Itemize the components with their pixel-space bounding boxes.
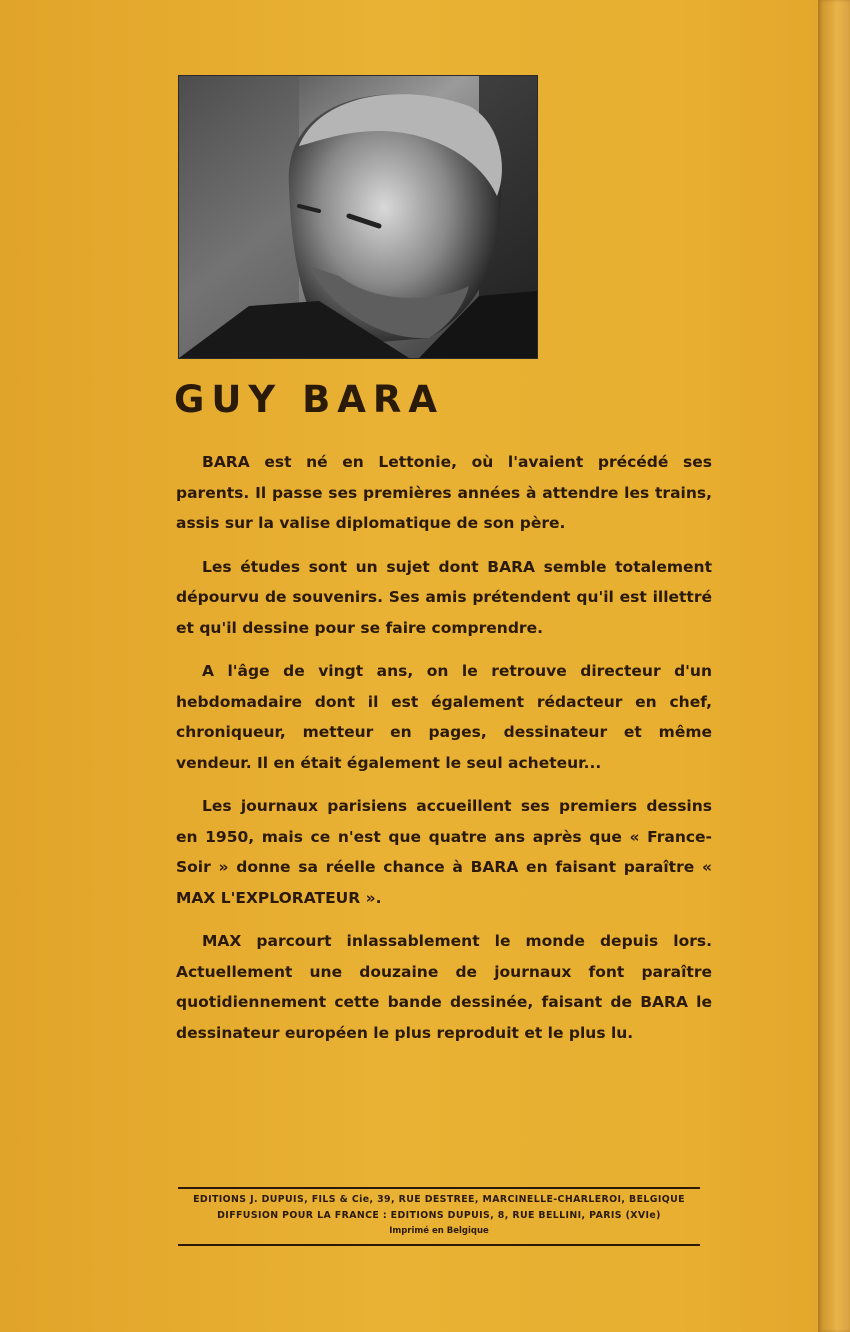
publisher-address: EDITIONS J. DUPUIS, FILS & Cie, 39, RUE DESTREE, MARCINELLE-CHARLEROI, BELGIQUE bbox=[193, 1194, 685, 1205]
bio-paragraph: MAX parcourt inlassablement le monde depuis lors. Actuellement une douzaine de journaux font paraître quotidiennement cette bande dessinée, faisant de BARA le dessinateur européen le plus reproduit et le plus lu. bbox=[176, 932, 712, 1042]
printed-in: Imprimé en Belgique bbox=[389, 1226, 489, 1236]
imprint-bottom-rule bbox=[178, 1244, 700, 1246]
author-portrait-image bbox=[179, 76, 537, 358]
author-biography bbox=[176, 447, 712, 1061]
imprint-top-rule bbox=[178, 1187, 700, 1189]
author-name: GUY BARA bbox=[174, 378, 445, 421]
bio-paragraph: BARA est né en Lettonie, où l'avaient précédé ses parents. Il passe ses premières années à attendre les trains, assis sur la valise diplomatique de son père. bbox=[176, 453, 712, 532]
author-photo bbox=[178, 75, 538, 359]
bio-paragraph: Les études sont un sujet dont BARA semble totalement dépourvu de souvenirs. Ses amis prétendent qu'il est illettré et qu'il dessine pour se faire comprendre. bbox=[176, 557, 712, 637]
bio-paragraph: Les journaux parisiens accueillent ses premiers dessins en 1950, mais ce n'est que quatre ans après que « France-Soir » donne sa réelle chance à BARA en faisant paraître « MAX L'EXPLORATEUR ». bbox=[176, 797, 712, 907]
book-spine-edge bbox=[818, 0, 850, 1332]
distribution-address: DIFFUSION POUR LA FRANCE : EDITIONS DUPUIS, 8, RUE BELLINI, PARIS (XVIe) bbox=[217, 1210, 661, 1221]
bio-paragraph: A l'âge de vingt ans, on le retrouve directeur d'un hebdomadaire dont il est également rédacteur en chef, chroniqueur, metteur en pages, dessinateur et même vendeur. Il en était également le seul acheteur... bbox=[176, 662, 712, 772]
